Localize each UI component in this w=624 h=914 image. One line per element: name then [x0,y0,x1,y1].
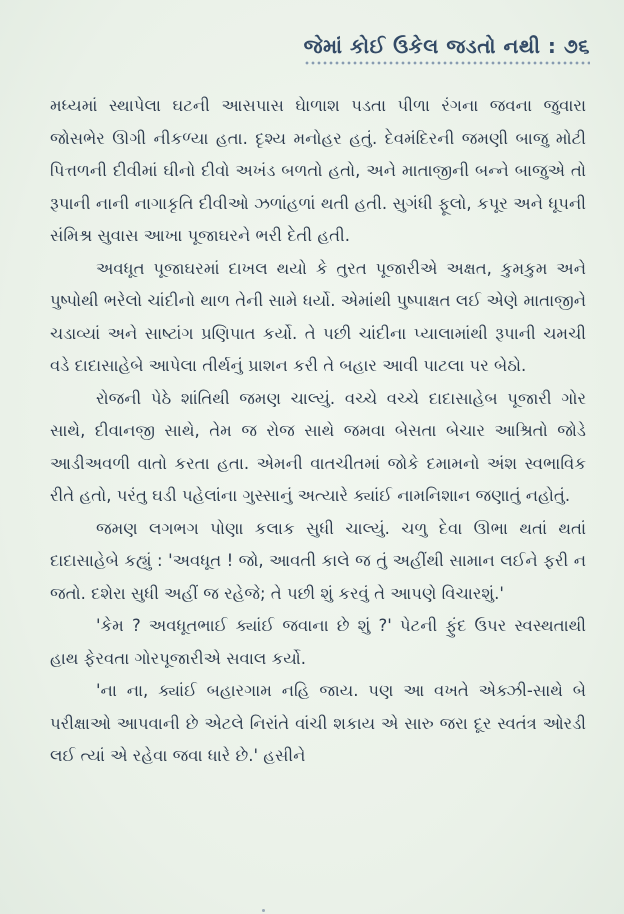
paragraph: રોજની પેઠે શાંતિથી જમણ ચાલ્યું. વચ્ચે વચ્ચે દાદાસાહેબ પૂજારી ગોર સાથે, દીવાનજી સાથે, તેમ જ રોજ સાથે જમવા બેસતા બેચાર આશ્રિતો જોડે આડીઅવળી વાતો કરતા હતા. એમની વાતચીતમાં જોકે દમામનો અંશ સ્વભાવિક રીતે હતો, પરંતુ ઘડી પહેલાંના ગુસ્સાનું અત્યારે ક્યાંઈ નામનિશાન જણાતું નહોતું. [50,388,586,505]
print-speck [262,909,265,912]
paragraph: 'ના ના, ક્યાંઈ બહારગામ નહિ જાય. પણ આ વખતે એક્ઝી-સાથે બે પરીક્ષાઓ આપવાની છે એટલે નિરાંતે વાંચી શકાય એ સારુ જરા દૂર સ્વતંત્ર ઓરડી લઈ ત્યાં એ રહેવા જવા ધારે છે.' હસીને [50,681,586,765]
paragraph: જમણ લગભગ પોણા કલાક સુધી ચાલ્યું. ચળુ દેવા ઊભા થતાં થતાં દાદાસાહેબે કહ્યું : 'અવધૂત ! જો, આવતી કાલે જ તું અહીંથી સામાન લઈને ફરી ન જતો. દશેરા સુધી અહીં જ રહેજે; તે પછી શું કરવું તે આપણે વિચારશું.' [50,518,586,603]
body-text [50,90,586,773]
running-header [304,34,590,66]
header-decorative-rule [304,60,590,66]
paragraph: અવધૂત પૂજાઘરમાં દાખલ થયો કે તુરત પૂજારીએ અક્ષત, કુમકુમ અને પુષ્પોથી ભરેલો ચાંદીનો થાળ તેની સામે ધર્યો. એમાંથી પુષ્પાક્ષત લઈ એણે માતાજીને ચડાવ્યાં અને સાષ્ટાંગ પ્રણિપાત કર્યો. તે પછી ચાંદીના પ્યાલામાંથી રૂપાની ચમચી વડે દાદાસાહેબે આપેલા તીર્થનું પ્રાશન કરી તે બહાર આવી પાટલા પર બેઠો. [50,258,586,375]
paragraph: મધ્યમાં સ્થાપેલા ઘટની આસપાસ ઘેાળાશ પડતા પીળા રંગના જવના જુવારા જોસભેર ઊગી નીકળ્યા હતા. દૃશ્ય મનોહર હતું. દેવમંદિરની જમણી બાજુ મોટી પિત્તળની દીવીમાં ઘીનો દીવો અખંડ બળતો હતો, અને માતાજીની બન્ને બાજુએ તો રૂપાની નાની નાગાકૃતિ દીવીઓ ઝળાંહળાં થતી હતી. સુગંધી ફૂલો, કપૂર અને ધૂપની સંમિશ્ર સુવાસ આખા પૂજાઘરને ભરી દેતી હતી. [50,96,586,245]
paragraph: 'કેમ ? અવધૂતભાઈ ક્યાંઈ જવાના છે શું ?' પેટની ફુંદ ઉપર સ્વસ્થતાથી હાથ ફેરવતા ગોરપૂજારીએ સવાલ કર્યો. [50,616,586,668]
running-title: જેમાં કોઈ ઉકેલ જડતો નથી : ૭૬ [303,34,590,58]
